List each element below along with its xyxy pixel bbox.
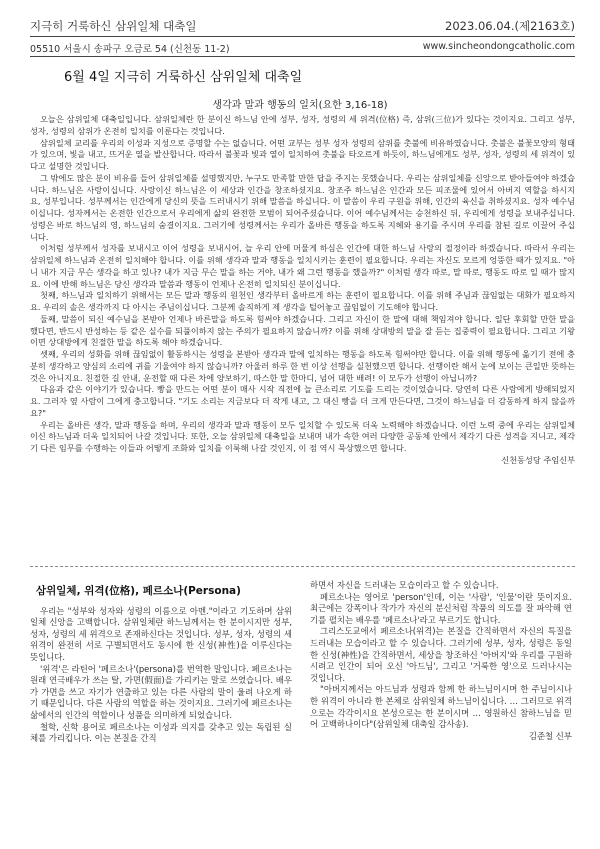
article-left-column — [30, 578, 292, 745]
article-paragraph: 우리는 "성부와 성자와 성령의 이름으로 아멘."이라고 기도하며 삼위일체 신앙을 고백합니다. 삼위일체란 하느님께서는 한 분이시지만 성부, 성자, 성령의 세 위격으로 존재하신다는 것입니다. 성부, 성자, 성령의 세 위격이 완전히 서로 구별되면서도 동시에 한 신성(神性)을 이루신다는 뜻입니다. — [30, 605, 292, 662]
homily-paragraph: 둘째, 말씀이 되신 예수님을 본받아 언제나 바른말을 하도록 힘써야 하겠습니다. 그리고 자신이 한 말에 대해 책임져야 합니다. 일단 후회할 만한 말을 했다면, 반드시 반성하는 등 같은 실수를 되풀이하지 않는 주의가 필요하지 않습니까? 이를 위해 상대방의 말을 잘 듣는 집중력이 필요합니다. 그리고 기왕이면 상대방에게 친절한 말을 하도록 해야 하겠습니다. — [30, 313, 575, 348]
homily-paragraph: 다음과 같은 이야기가 있습니다. 빵을 만드는 어떤 분이 매사 시작 직전에 늘 큰소리로 기도를 드리는 것이었습니다. 당연히 다른 사람에게 방해되었지요. 그러자 옆 사람이 그에게 충고합니다. "기도 소리는 지금보다 더 작게 내고, 그 대신 빵을 더 크게 만든다면, 그것이 하느님을 더 감동하게 하지 않을까요?" — [30, 384, 575, 418]
bulletin-feast-title: 지극히 거룩하신 삼위일체 대축일 — [30, 19, 197, 33]
section-divider — [30, 566, 575, 567]
header-rule-top — [30, 36, 575, 37]
article-paragraph: 하면서 자신을 드러내는 모습이라고 할 수 있습니다. — [310, 580, 499, 590]
bulletin-subheader — [30, 41, 575, 55]
homily-subtitle: 생각과 말과 행동의 일치(요한 3,16-18) — [212, 100, 388, 111]
homily-body — [30, 114, 575, 467]
page-title: 6월 4일 지극히 거룩하신 삼위일체 대축일 — [64, 70, 303, 85]
article-paragraph: 철학, 신학 용어로 페르소나는 이성과 의지를 갖추고 있는 독립된 실체를 가리킵니다. 이는 본질을 간직 — [30, 721, 292, 744]
bulletin-header — [30, 18, 575, 34]
article-paragraph: '위격'은 라틴어 '페르소나'(persona)를 번역한 말입니다. 페르소나는 원래 연극배우가 쓰는 탈, 가면(假面)을 가리키는 말로 쓰였습니다. 배우가 가면을 쓰고 자기가 연출하고 있는 다른 사람의 말이 울려 나오게 하기 때문입니다. 다른 사람의 역할을 하는 것이지요. 그러기에 페르소나는 삶에서의 인간의 역할이나 성품을 의미하게 되었습니다. — [30, 663, 292, 720]
article-title: 삼위일체, 위격(位格), 페르소나(Persona) — [36, 585, 241, 597]
homily-paragraph: 이처럼 성부께서 성자를 보내시고 이어 성령을 보내시어, 늘 우리 안에 머물게 하심은 인간에 대한 하느님 사랑의 절정이라 하겠습니다. 따라서 우리는 삼위일체 하느님과 온전히 일치해야 합니다. 이를 위해 생각과 말과 행동을 일치시키는 훈련이 필요합니다. 우리는 자신도 모르게 엉뚱한 때가 있지요. "아니 내가 지금 무슨 생각을 하고 있나? 내가 지금 무슨 말을 하는 거야, 내가 왜 그런 행동을 했을까?" 이처럼 생각 따로, 말 따로, 행동도 따로 일 때가 많지요. 이에 반해 하느님은 당신 생각과 말씀과 행동이 언제나 온전히 일치되신 분이십니다. — [30, 243, 575, 289]
article-signature: 김준철 신부 — [528, 730, 572, 741]
homily-paragraph: 첫째, 하느님과 일치하기 위해서는 모든 말과 행동의 원천인 생각부터 올바르게 하는 훈련이 필요합니다. 이를 위해 주님과 끊임없는 대화가 필요하지요. 우리의 솔은 생각까지 다 아시는 주님이십니다. 그분께 솔직하게 제 생각을 털어놓고 끊임없이 기도해야 합니다. — [30, 290, 575, 312]
header-rule-bottom — [30, 56, 575, 57]
homily-paragraph: 셋째, 우리의 성화를 위해 끊임없이 활동하시는 성령을 본받아 생각과 말에 일치하는 행동을 하도록 힘써야만 합니다. 이를 위해 행동에 옮기기 전에 충분히 생각하고 양심의 소리에 귀를 기울여야 하지 않습니까? 아울러 하루 한 번 이상 선행을 실천했으면 합니다. 선행이란 해서 눈에 보이는 큰일만 뜻하는 것은 아니지요. 친절한 길 안내, 운전할 때 다른 차에 양보하기, 따스한 말 한마디, 넘어 대한 배려! 이 모두가 선행이 아닙니까? — [30, 349, 575, 383]
bulletin-date-issue: 2023.06.04.(제2163호) — [445, 19, 575, 33]
article-paragraph: "아버지께서는 아드님과 성령과 함께 한 하느님이시며 한 주님이시나 한 위격이 아니라 한 본체로 삼위일체 하느님이십니다. … 그러므로 위격으로는 각각이시요 본성으로는 한 분이시며 … 영원하신 참하느님을 믿어 고백하나이다"(삼위일체 대축일 감사송). — [310, 684, 572, 730]
homily-paragraph: 그 밖에도 많은 분이 비유를 들어 삼위일체를 설명했지만, 누구도 만족할 만한 답을 주지는 못했습니다. 우리는 삼위일체를 신앙으로 받아들여야 하겠습니다. 하느님은 사랑이십니다. 사랑이신 하느님은 이 세상과 인간을 창조하셨지요. 창조주 하느님은 인간과 모든 피조물에 있어서 아버지 역할을 하시지요, 성부입니다. 성부께서는 인간에게 당신의 뜻을 드러내시기 위해 말씀을 하십니다. 이 말씀이 우리 구원을 위해, 인간의 육신을 취하셨지요. 성자 예수님이십니다. 성자께서는 온전한 인간으로서 우리에게 삶의 완전한 모범이 되어주셨습니다. 이어 예수님께서는 승천하신 뒤, 우리에게 성령을 보내주십니다. 성령은 바로 하느님의 영, 하느님의 숨결이지요. 그러기에 성령께서는 우리가 올바른 행동을 하도록 지혜와 용기를 주시며 우리를 참된 길로 이끌어 주십니다. — [30, 172, 575, 242]
article-paragraph: 페르소나는 영어로 'person'인데, 이는 '사람', '인물'이란 뜻이지요. 최근에는 강폭이나 작가가 자신의 분신처럼 작품의 의도를 잘 파악해 연기를 펼치는 배우를 '페르소나'라고 부르기도 합니다. — [310, 591, 572, 625]
homily-paragraph: 오늘은 삼위일체 대축일입니다. 삼위일체란 한 분이신 하느님 안에 성부, 성자, 성령의 세 위격(位格) 즉, 삼위(三位)가 있다는 것이지요. 그리고 성부, 성자, 성령의 삼위가 온전히 일치를 이룬다는 것입니다. — [30, 114, 575, 136]
homily-paragraph: 우리는 올바른 생각, 말과 행동을 하며, 우리의 생각과 말과 행동이 모두 일치할 수 있도록 더욱 노력해야 하겠습니다. 이런 노력 중에 우리는 삼위일체이신 하느님과 더욱 일치되어 나갈 것입니다. 또한, 오늘 삼위일체 대축일을 보내며 내가 속한 여러 다양한 공동체 안에서 제각기 다른 성격을 지니고, 제각기 다른 임무를 수행하는 이들과 어떻게 조화와 일치를 이룩해 나갈 것인지, 이 점 역시 묵상했으면 합니다. — [30, 419, 575, 453]
parish-website-link[interactable]: www.sincheondongcatholic.com — [422, 41, 575, 52]
article-right-column — [310, 580, 572, 742]
parish-address: 05510 서울시 송파구 오금로 54 (신천동 11-2) — [30, 44, 230, 55]
article-paragraph: 그리스도교에서 페르소나(위격)는 본질을 간직하면서 자신의 특질을 드러내는 모습이라고 할 수 있습니다. 그러기에 성부, 성자, 성령은 동일한 신성(神性)을 간직하면서, 세상을 창조하신 '아버지'와 우리를 구원하시려고 인간이 되어 오신 '아드님', 그리고 '거룩한 영'으로 드러나시는 것입니다. — [310, 626, 572, 683]
homily-signature: 신천동성당 주임신부 — [501, 454, 575, 465]
homily-paragraph: 삼위일체 교리를 우리의 이성과 지성으로 증명할 수는 없습니다. 어떤 교부는 성부 성자 성령의 삼위를 촛불에 비유하였습니다. 촛불은 불꽃모양의 형태가 있으며, 빛을 내고, 뜨거운 열을 발산합니다. 따라서 불꽃과 빛과 열이 일치하여 촛불을 타오르게 하듯이, 하느님에게도 성부, 성자, 성령의 세 위격이 있다고 설명한 것입니다. — [30, 137, 575, 171]
